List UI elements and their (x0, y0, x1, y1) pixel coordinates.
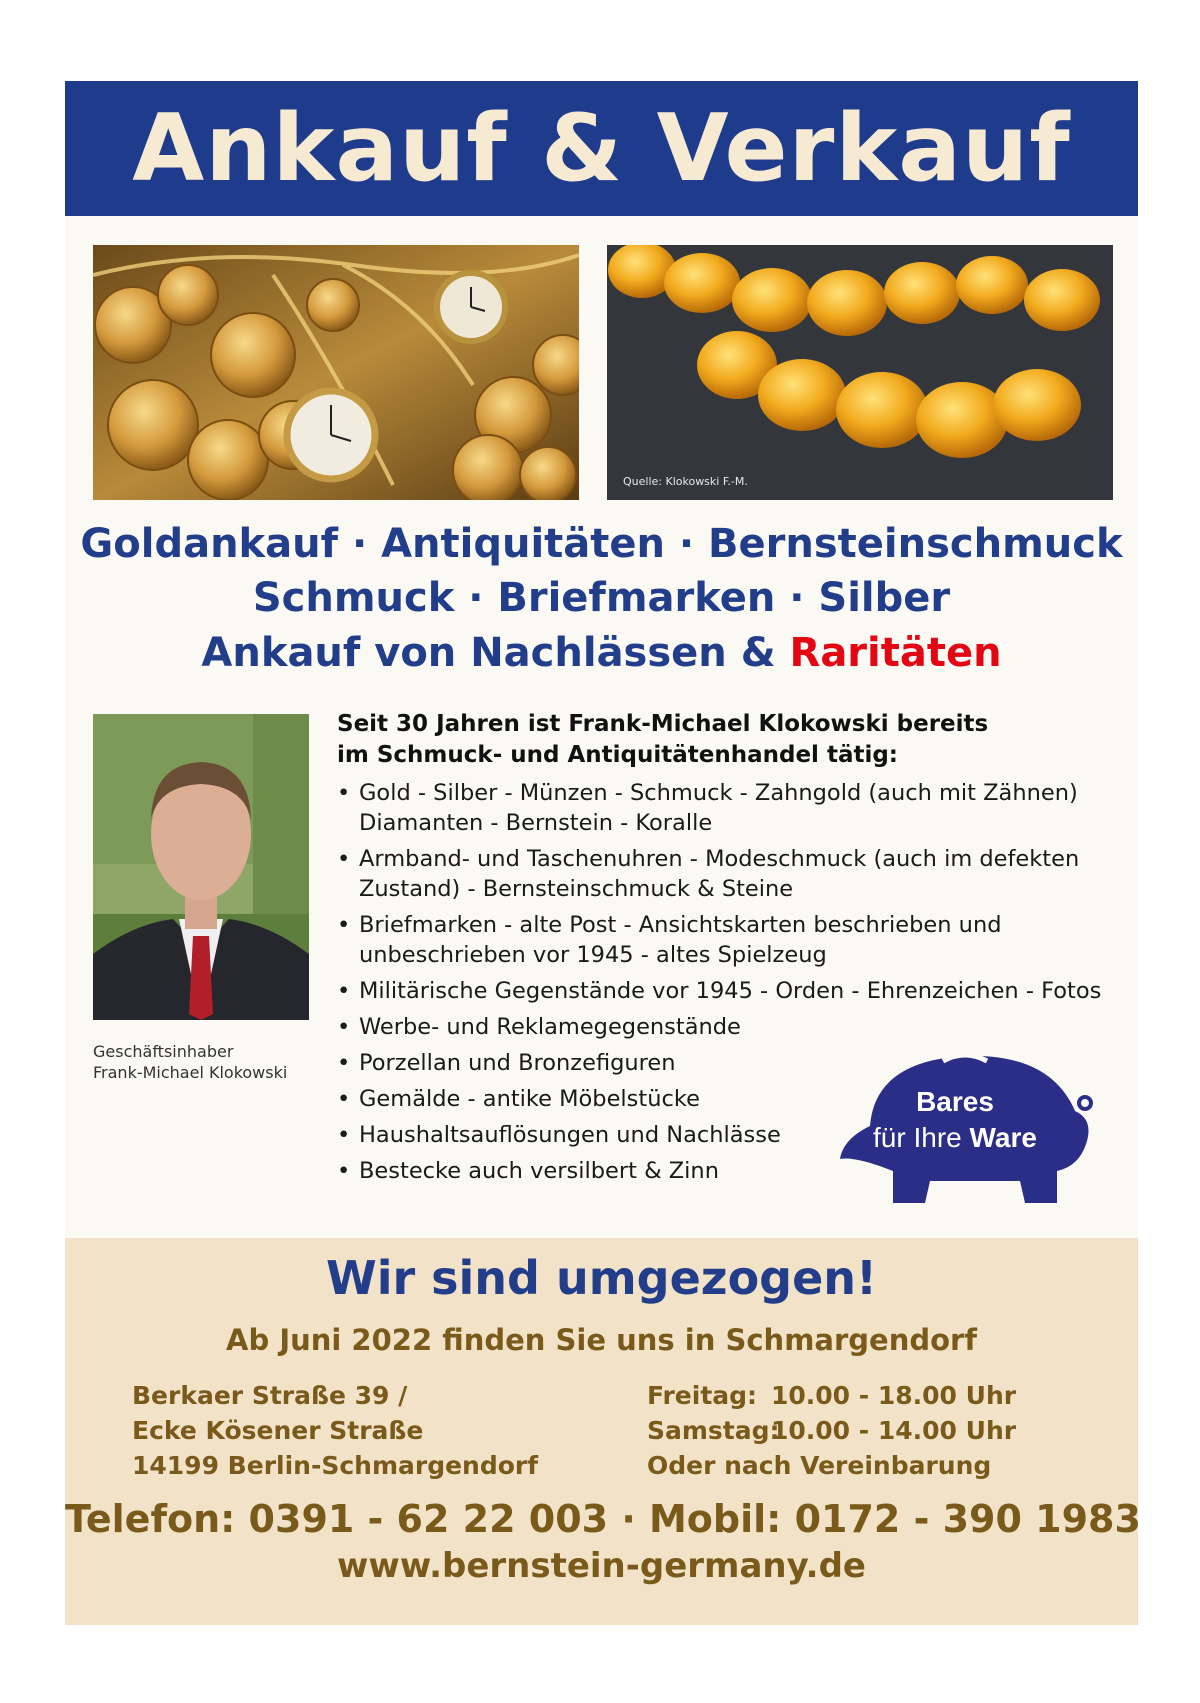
phone-numbers: Telefon: 0391 - 62 22 003 · Mobil: 0172 - 390 1983 (65, 1497, 1141, 1541)
list-item: • Gemälde - antike Möbelstücke (335, 1084, 1101, 1114)
amber-necklace-photo (607, 245, 1113, 500)
list-item: • Werbe- und Reklamegegenstände (335, 1012, 1101, 1042)
address-block (132, 1378, 538, 1483)
gold-jewelry-photo (93, 245, 579, 500)
hours-note: Oder nach Vereinbarung (647, 1451, 992, 1480)
hours-value: 10.00 - 14.00 Uhr (771, 1416, 1017, 1445)
headline-line-2: Schmuck · Briefmarken · Silber (252, 575, 951, 621)
photo-credit: Quelle: Klokowski F.-M. (623, 475, 748, 488)
header-banner (65, 81, 1138, 216)
hours-label: Freitag: (647, 1381, 758, 1410)
address-line: Ecke Kösener Straße (132, 1416, 424, 1445)
moved-heading: Wir sind umgezogen! (325, 1251, 878, 1305)
badge-line-2-bold: Ware (969, 1122, 1037, 1153)
owner-caption-line-2: Frank-Michael Klokowski (93, 1063, 288, 1082)
hours-value: 10.00 - 18.00 Uhr (771, 1381, 1017, 1410)
list-item: • Armband- und Taschenuhren - Modeschmuck (auch im defekten Zustand) - Bernsteinschmuck & Steine (335, 844, 1101, 904)
headline-line-3 (65, 630, 1138, 676)
badge-line-1: Bares (916, 1086, 994, 1117)
owner-caption-line-1: Geschäftsinhaber (93, 1042, 234, 1061)
intro-line-2: im Schmuck- und Antiquitätenhandel tätig: (337, 742, 899, 768)
website-link[interactable]: www.bernstein-germany.de (337, 1546, 866, 1586)
list-item: • Haushaltsauflösungen und Nachlässe (335, 1120, 1101, 1150)
piggy-bank-slogan (870, 1084, 1040, 1156)
owner-caption (93, 1041, 287, 1083)
address-line: 14199 Berlin-Schmargendorf (132, 1451, 539, 1480)
headline-line-1: Goldankauf · Antiquitäten · Bernsteinschmuck (80, 521, 1123, 567)
list-item: • Porzellan und Bronzefiguren (335, 1048, 1101, 1078)
opening-hours (647, 1378, 1016, 1483)
badge-line-2-prefix: für Ihre (873, 1122, 970, 1153)
headline-line-3-prefix: Ankauf von Nachlässen & (201, 630, 790, 676)
list-item: • Bestecke auch versilbert & Zinn (335, 1156, 1101, 1186)
intro-text (337, 709, 988, 771)
intro-line-1: Seit 30 Jahren ist Frank-Michael Klokowski bereits (337, 711, 989, 737)
moved-subheading: Ab Juni 2022 finden Sie uns in Schmargendorf (226, 1323, 977, 1357)
address-line: Berkaer Straße 39 / (132, 1381, 408, 1410)
list-item: • Briefmarken - alte Post - Ansichtskarten beschrieben und unbeschrieben vor 1945 - altes Spielzeug (335, 910, 1101, 970)
list-item: • Militärische Gegenstände vor 1945 - Orden - Ehrenzeichen - Fotos (335, 976, 1101, 1006)
headline-highlight: Raritäten (789, 630, 1002, 676)
advertisement (65, 81, 1141, 1625)
header-title: Ankauf & Verkauf (132, 94, 1071, 202)
list-item: • Gold - Silber - Münzen - Schmuck - Zahngold (auch mit Zähnen) Diamanten - Bernstein - Koralle (335, 778, 1101, 838)
owner-portrait (93, 714, 309, 1020)
hours-label: Samstag: (647, 1416, 780, 1445)
